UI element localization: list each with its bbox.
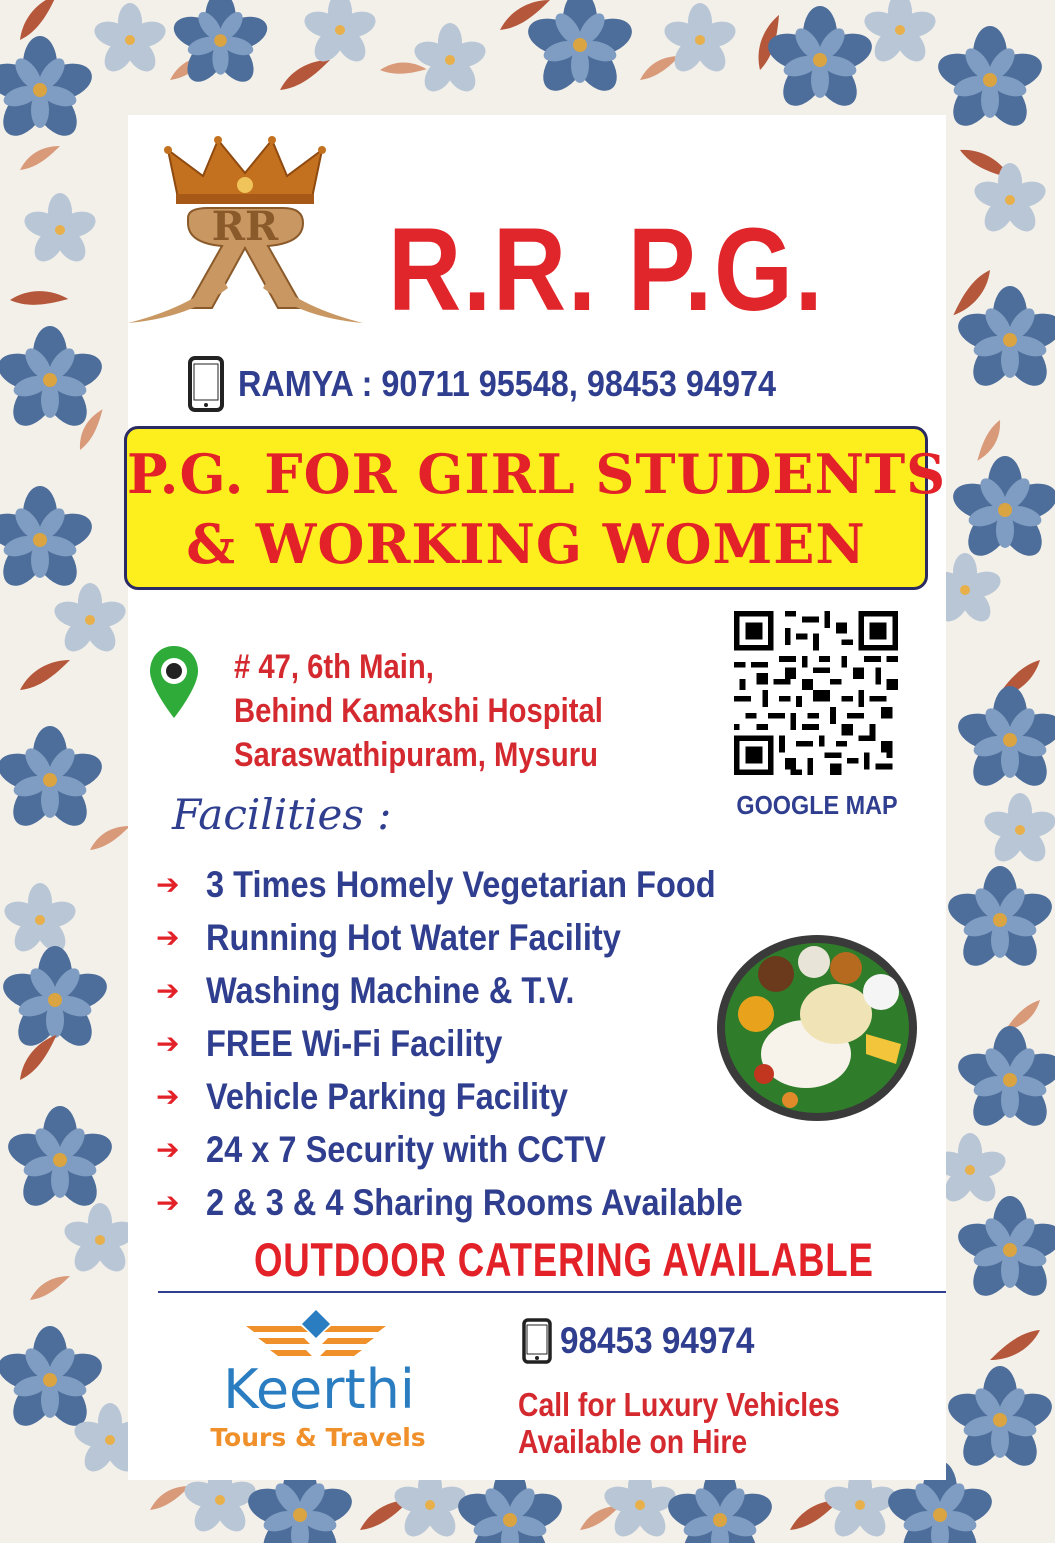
address-block	[234, 645, 704, 777]
travels-contact	[522, 1318, 776, 1364]
travels-call-line-2: Available on Hire	[518, 1423, 748, 1460]
travels-name: Keerthi	[223, 1358, 415, 1421]
mobile-phone-icon	[188, 356, 224, 412]
headline-banner	[124, 426, 947, 590]
banner-line-2: & WORKING WOMEN	[186, 512, 866, 576]
facility-text: 2 & 3 & 4 Sharing Rooms Available	[206, 1181, 743, 1223]
facility-text: FREE Wi-Fi Facility	[206, 1022, 503, 1064]
address-line-1: # 47, 6th Main,	[234, 648, 434, 686]
arrow-right-icon: ➔	[156, 868, 180, 901]
vegetarian-meal-plate-image	[716, 934, 918, 1122]
list-item	[156, 1123, 876, 1176]
address-line-2: Behind Kamakshi Hospital	[234, 692, 603, 730]
wings-logo-icon	[246, 1308, 386, 1364]
brand-title: R.R. P.G.	[388, 204, 825, 336]
address-line-3: Saraswathipuram, Mysuru	[234, 736, 598, 774]
travels-call-line-1: Call for Luxury Vehicles	[518, 1386, 840, 1423]
travels-call-text	[518, 1386, 918, 1460]
arrow-right-icon: ➔	[156, 921, 180, 954]
banner-line-1: P.G. FOR GIRL STUDENTS	[127, 442, 947, 506]
mobile-phone-icon	[522, 1318, 552, 1364]
facility-text: Running Hot Water Facility	[206, 916, 621, 958]
location-pin-icon	[148, 644, 200, 720]
arrow-right-icon: ➔	[156, 1027, 180, 1060]
arrow-right-icon: ➔	[156, 1080, 180, 1113]
arrow-right-icon: ➔	[156, 974, 180, 1007]
list-item	[156, 858, 876, 911]
facilities-title: Facilities :	[172, 790, 392, 839]
svg-text:RR: RR	[211, 203, 279, 250]
qr-code-icon[interactable]	[734, 611, 898, 775]
arrow-right-icon: ➔	[156, 1133, 180, 1166]
qr-label: GOOGLE MAP	[736, 790, 898, 820]
travels-subtitle: Tours & Travels	[210, 1423, 426, 1452]
owner-contact	[188, 356, 836, 412]
facility-text: Washing Machine & T.V.	[206, 969, 575, 1011]
facility-text: 3 Times Homely Vegetarian Food	[206, 863, 716, 905]
rr-crown-monogram-icon	[128, 128, 363, 328]
arrow-right-icon: ➔	[156, 1186, 180, 1219]
list-item	[156, 1176, 876, 1229]
facility-text: Vehicle Parking Facility	[206, 1075, 568, 1117]
catering-notice: OUTDOOR CATERING AVAILABLE	[254, 1233, 874, 1286]
owner-contact-text: RAMYA : 90711 95548, 98453 94974	[238, 363, 777, 404]
travels-phone: 98453 94974	[560, 1320, 755, 1361]
facility-text: 24 x 7 Security with CCTV	[206, 1128, 606, 1170]
divider	[158, 1291, 946, 1293]
